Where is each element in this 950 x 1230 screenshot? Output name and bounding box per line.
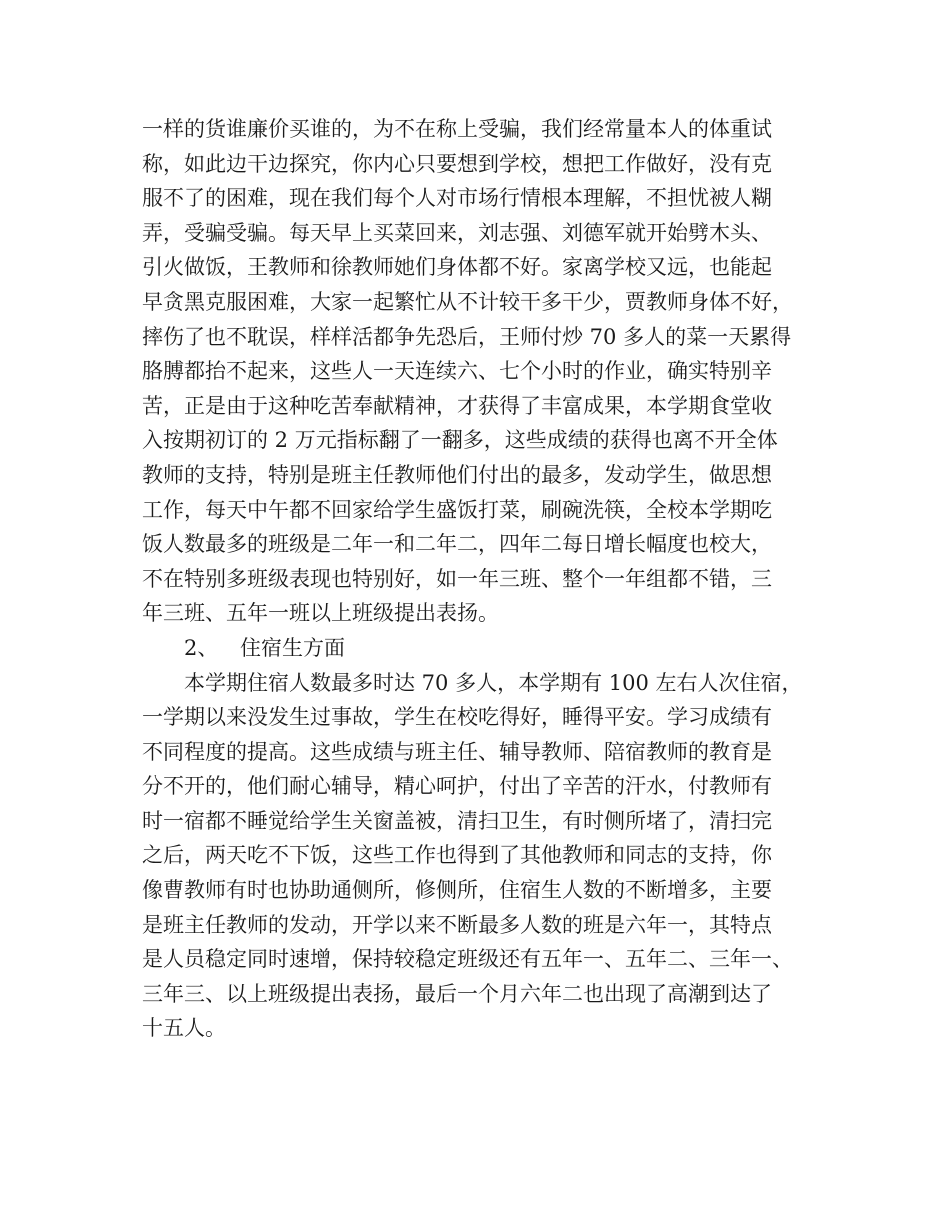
text-line: 服不了的困难，现在我们每个人对市场行情根本理解，不担忧被人糊 <box>142 186 772 211</box>
text-line: 是班主任教师的发动，开学以来不断最多人数的班是六年一，其特点 <box>142 912 772 937</box>
section-heading <box>142 631 832 666</box>
text-line: 胳膊都抬不起来，这些人一天连续六、七个小时的作业，确实特别辛 <box>142 359 772 384</box>
text-line: 像曹教师有时也协助通侧所，修侧所，住宿生人数的不断增多，主要 <box>142 878 772 903</box>
text-line: 弄，受骗受骗。每天早上买菜回来，刘志强、刘德军就开始劈木头、 <box>142 220 772 245</box>
text-line: 一样的货谁廉价买谁的，为不在称上受骗，我们经常量本人的体重试 <box>142 117 772 141</box>
text-line: 是人员稳定同时速增，保持较稳定班级还有五年一、五年二、三年一、 <box>142 947 793 972</box>
text-line: 教师的支持，特别是班主任教师他们付出的最多，发动学生，做思想 <box>142 462 772 487</box>
paragraph-boarding <box>142 666 832 1047</box>
text-line: 不同程度的提高。这些成绩与班主任、辅导教师、陪宿教师的教育是 <box>142 739 772 764</box>
section-title: 住宿生方面 <box>240 635 345 660</box>
text-line: 之后，两天吃不下饭，这些工作也得到了其他教师和同志的支持，你 <box>142 843 772 868</box>
text-line: 摔伤了也不耽误，样样活都争先恐后，王师付炒 70 多人的菜一天累得 <box>142 324 792 349</box>
document-body <box>142 112 832 1046</box>
text-line: 早贪黑克服困难，大家一起繁忙从不计较干多干少，贾教师身体不好， <box>142 289 793 314</box>
text-line: 引火做饭，王教师和徐教师她们身体都不好。家离学校又远，也能起 <box>142 255 772 280</box>
text-line: 入按期初订的 2 万元指标翻了一翻多，这些成绩的获得也离不开全体 <box>142 428 778 453</box>
text-line: 不在特别多班级表现也特别好，如一年三班、整个一年组都不错，三 <box>142 566 772 591</box>
text-line: 分不开的，他们耐心辅导，精心呵护，付出了辛苦的汗水，付教师有 <box>142 774 772 799</box>
text-line: 苦，正是由于这种吃苦奉献精神，才获得了丰富成果，本学期食堂收 <box>142 393 772 418</box>
text-line: 十五人。 <box>142 1016 226 1041</box>
section-number: 2、 <box>184 635 219 660</box>
text-line: 工作，每天中午都不回家给学生盛饭打菜，刷碗洗筷，全校本学期吃 <box>142 497 772 522</box>
text-line: 时一宿都不睡觉给学生关窗盖被，清扫卫生，有时侧所堵了，清扫完 <box>142 808 772 833</box>
text-line: 三年三、以上班级提出表扬，最后一个月六年二也出现了高潮到达了 <box>142 981 772 1006</box>
paragraph-canteen <box>142 112 832 631</box>
text-line: 一学期以来没发生过事故，学生在校吃得好，睡得平安。学习成绩有 <box>142 705 772 730</box>
text-line: 称，如此边干边探究，你内心只要想到学校，想把工作做好，没有克 <box>142 151 772 176</box>
text-line: 年三班、五年一班以上班级提出表扬。 <box>142 601 499 626</box>
text-line: 饭人数最多的班级是二年一和二年二，四年二每日增长幅度也校大， <box>142 532 772 557</box>
text-line: 本学期住宿人数最多时达 70 多人，本学期有 100 左右人次住宿， <box>184 670 803 695</box>
